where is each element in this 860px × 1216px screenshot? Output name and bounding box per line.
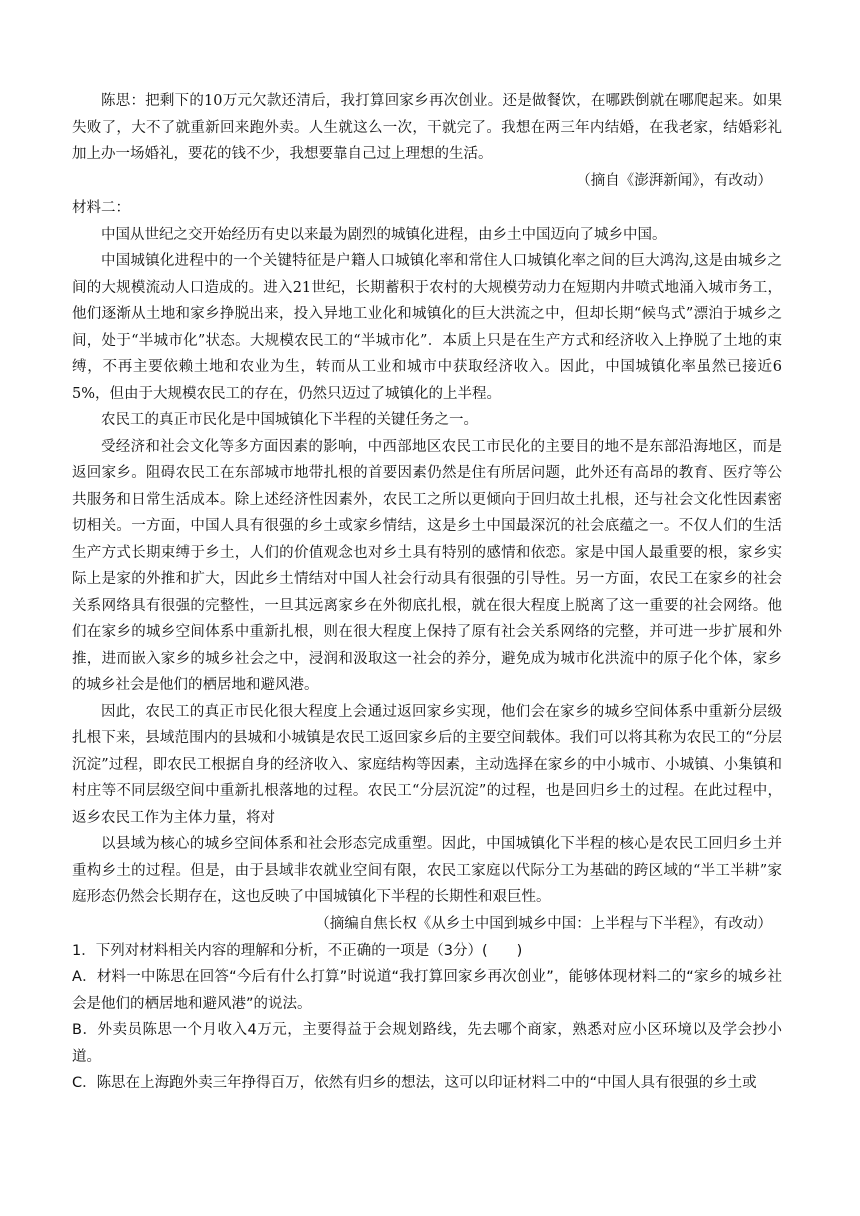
material-2-paragraph-4: 受经济和社会文化等多方面因素的影响，中西部地区农民工市民化的主要目的地不是东部沿海地区，而是返回家乡。阻碍农民工在东部城市地带扎根的首要因素仍然是住有所居问题，此外还有高昂的教育、医疗等公共服务和日常生活成本。除上述经济性因素外，农民工之所以更倾向于回归故土扎根，还与社会文化性因素密切相关。一方面，中国人具有很强的乡土或家乡情结，这是乡土中国最深沉的社会底蕴之一。不仅人们的生活生产方式长期束缚于乡土，人们的价值观念也对乡土具有特别的感情和依恋。家是中国人最重要的根，家乡实际上是家的外推和扩大，因此乡土情结对中国人社会行动具有很强的引导性。另一方面，农民工在家乡的社会关系网络具有很强的完整性，一旦其远离家乡在外彻底扎根，就在很大程度上脱离了这一重要的社会网络。他们在家乡的城乡空间体系中重新扎根，则在很大程度上保持了原有社会关系网络的完整，并可进一步扩展和外推，进而嵌入家乡的城乡社会之中，浸润和汲取这一社会的养分，避免成为城市化洪流中的原子化个体，家乡的城乡社会是他们的栖居地和避风港。 — [72, 438, 782, 693]
material-2-paragraph-5: 因此，农民工的真正市民化很大程度上会通过返回家乡实现，他们会在家乡的城乡空间体系中重新分层级扎根下来，县域范围内的县城和小城镇是农民工返回家乡后的主要空间载体。我们可以将其称为农民工的“分层沉淀”过程，即农民工根据自身的经济收入、家庭结构等因素，主动选择在家乡的中小城市、小城镇、小集镇和村庄等不同层级空间中重新扎根落地的过程。农民工“分层沉淀”的过程，也是回归乡土的过程。在此过程中，返乡农民工作为主体力量，将对 — [72, 703, 782, 826]
material-2-paragraph-6: 以县域为核心的城乡空间体系和社会形态完成重塑。因此，中国城镇化下半程的核心是农民工回归乡土并重构乡土的过程。但是，由于县域非农就业空间有限，农民工家庭以代际分工为基础的跨区域的“半工半耕”家庭形态仍然会长期存在，这也反映了中国城镇化下半程的长期性和艰巨性。 — [72, 836, 782, 905]
source-citation-2: （摘编自焦长权《从乡土中国到城乡中国：上半程与下半程》，有改动） — [315, 915, 772, 932]
material-2-heading: 材料二： — [72, 199, 130, 216]
question-1-option-c: C．陈思在上海跑外卖三年挣得百万，依然有归乡的想法，这可以印证材料二中的“中国人具有很强的乡土或 — [72, 1075, 757, 1091]
question-1-option-b: B．外卖员陈思一个月收入4万元，主要得益于会规划路线，先去哪个商家，熟悉对应小区环境以及学会抄小道。 — [72, 1022, 782, 1065]
material-2-paragraph-3: 农民工的真正市民化是中国城镇化下半程的关键任务之一。 — [101, 412, 478, 428]
interview-answer-paragraph: 陈思：把剩下的10万元欠款还清后，我打算回家乡再次创业。还是做餐饮，在哪跌倒就在哪爬起来。如果失败了，大不了就重新回来跑外卖。人生就这么一次，干就完了。我想在两三年内结婚，在我老家，结婚彩礼加上办一场婚礼，要花的钱不少，我想要靠自己过上理想的生活。 — [72, 93, 782, 162]
material-2-paragraph-1: 中国从世纪之交开始经历有史以来最为剧烈的城镇化进程，由乡土中国迈向了城乡中国。 — [101, 226, 667, 243]
material-2-paragraph-2: 中国城镇化进程中的一个关键特征是户籍人口城镇化率和常住人口城镇化率之间的巨大鸿沟,这是由城乡之间的大规模流动人口造成的。进入21世纪，长期蓄积于农村的大规模劳动力在短期内井喷式地涌入城市务工，他们逐渐从土地和家乡挣脱出来，投入异地工业化和城镇化的巨大洪流之中，但却长期“候鸟式”漂泊于城乡之间，处于“半城市化”状态。大规模农民工的“半城市化”．本质上只是在生产方式和经济收入上挣脱了土地的束缚，不再主要依赖土地和农业为生，转而从工业和城市中获取经济收入。因此，中国城镇化率虽然已接近65%，但由于大规模农民工的存在，仍然只迈过了城镇化的上半程。 — [72, 253, 782, 402]
question-1-stem: 1．下列对材料相关内容的理解和分析，不正确的一项是（3分）( ) — [72, 942, 523, 959]
source-citation-1: （摘自《澎湃新闻》，有改动） — [576, 172, 772, 189]
question-1-option-a: A．材料一中陈思在回答“今后有什么打算”时说道“我打算回家乡再次创业”，能够体现材料二的“家乡的城乡社会是他们的栖居地和避风港”的说法。 — [72, 969, 782, 1012]
